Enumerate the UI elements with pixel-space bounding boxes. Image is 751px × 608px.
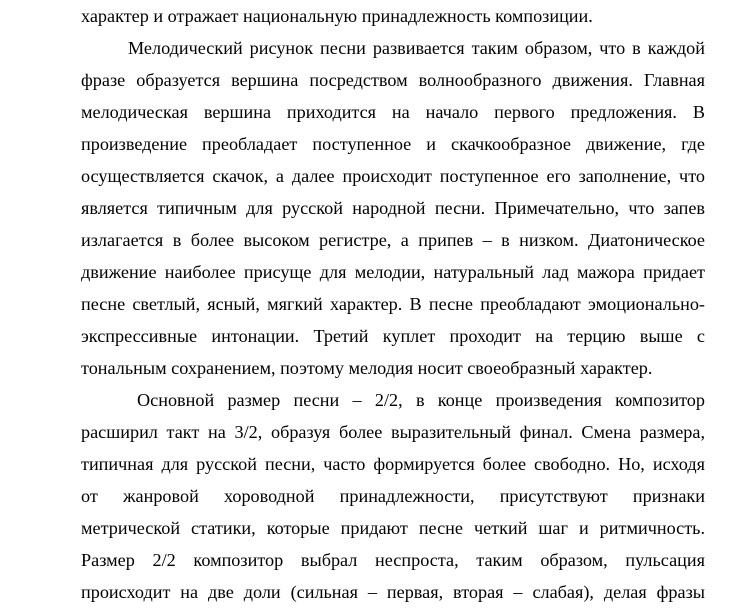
paragraph-2-line-1: Мелодический рисунок песни развивается таким образом, что в каждой xyxy=(128,38,705,58)
paragraph-3-line-6: Размер 2/2 композитор выбрал неспроста, таким образом, пульсация xyxy=(81,550,705,570)
paragraph-3-line-3: типичная для русской песни, часто формируется более свободно. Но, исходя xyxy=(81,454,705,474)
paragraph-2-line-8: движение наиболее присуще для мелодии, натуральный лад мажора придает xyxy=(81,262,705,282)
paragraph-1-line-1: характер и отражает национальную принадлежность композиции. xyxy=(81,6,593,26)
paragraph-3-line-5: метрической статики, которые придают песне четкий шаг и ритмичность. xyxy=(81,518,705,538)
paragraph-2-line-5: осуществляется скачок, а далее происходит поступенное его заполнение, что xyxy=(81,166,705,186)
paragraph-3-line-7: происходит на две доли (сильная – первая, вторая – слабая), делая фразы xyxy=(81,582,705,602)
paragraph-2-line-11: тональным сохранением, поэтому мелодия носит своеобразный характер. xyxy=(81,358,653,378)
paragraph-3-line-4: от жанровой хороводной принадлежности, присутствуют признаки xyxy=(81,486,705,506)
paragraph-3-line-1: Основной размер песни – 2/2, в конце произведения композитор xyxy=(137,390,705,410)
paragraph-2-line-10: экспрессивные интонации. Третий куплет проходит на терцию выше с xyxy=(81,326,705,346)
paragraph-2-line-6: является типичным для русской народной песни. Примечательно, что запев xyxy=(81,198,705,218)
paragraph-3-line-2: расширил такт на 3/2, образуя более выразительный финал. Смена размера, xyxy=(81,422,705,442)
paragraph-2-line-2: фразе образуется вершина посредством волнообразного движения. Главная xyxy=(81,70,705,90)
paragraph-2-line-7: излагается в более высоком регистре, а припев – в низком. Диатоническое xyxy=(81,230,705,250)
paragraph-2-line-9: песне светлый, ясный, мягкий характер. В песне преобладают эмоционально- xyxy=(81,294,705,314)
paragraph-2-line-4: произведение преобладает поступенное и скачкообразное движение, где xyxy=(81,134,705,154)
paragraph-2-line-3: мелодическая вершина приходится на начало первого предложения. В xyxy=(81,102,705,122)
